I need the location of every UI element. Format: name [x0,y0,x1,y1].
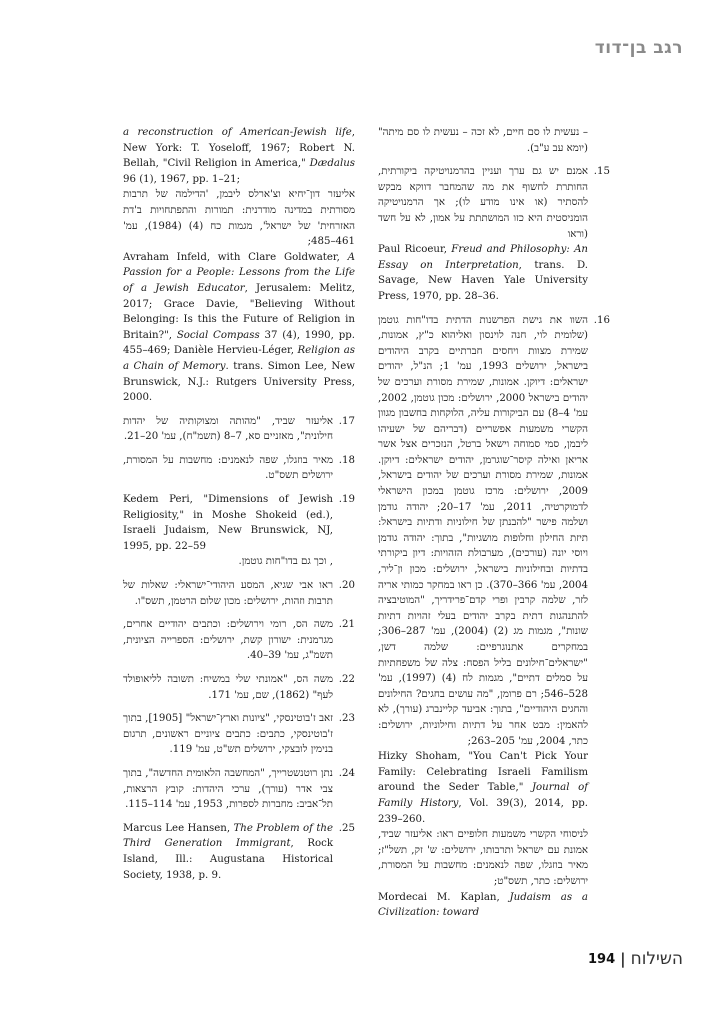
footnote-22 [123,672,355,703]
footnote-text-english: Kedem Peri, "Dimensions of Jewish Religiosity," in Moshe Shokeid (ed.), Israeli Judaism, New Brunswick, NJ, 1995, pp. 22–59 [123,494,333,552]
footnote-body: אליעזר שביד, "מהותה ומצוקותיה של יהדות חילונית", מאזניים סא, 7–8 (תשמ"ח), עמ' 20–21. [123,415,333,443]
footnote-number: 23. [338,713,355,725]
page-number: 194 [588,951,616,967]
running-head-author: רגב בן־דוד [594,38,683,58]
footnote-text-hebrew-2: לניסוחי הקשרי משמעות חלופיים ראו: אליעזר שביד, אמונת עם ישראל ותרבותו, ירושלים: ש' זק, תשל"ז; מאיר בוזגלו, שפה לנאמנים: מחשבות על המסורת, ירושלים: כתר, תשס"ט; [378,829,588,887]
footnote-15 [378,164,610,304]
footnotes-column-right [378,125,610,929]
footnote-text-english-2: Mordecai M. Kaplan, Judaism as a Civilization: toward [378,891,588,919]
footnote-continuation: – נעשית לו סם חיים, לא זכה – נעשית לו סם מיתה" (יומא עב ע"ב). [378,127,588,154]
footer-separator: | [620,950,626,968]
footnote-body [123,492,333,570]
footnote-body [378,164,588,304]
footnote-continuation [123,125,355,406]
footnote-body: משה הס, "אמונתי שלי במשיח: תשובה לליאופולד לעף" (1862), שם, עמ' 171. [123,674,333,701]
footnote-18 [123,453,355,484]
footnote-number: 17. [338,415,355,427]
footnote-body: זאב ז'בוטינסקי, "ציונות וארץ־ישראל" [1905], בתוך ז'בוטינסקי, כתבים: כתבים ציוניים ראשונים, תרגום בנימין לובצקי, ירושלים תש"ט, עמ' 119. [123,713,334,756]
footnote-17 [123,414,355,445]
footnote-number: 20. [338,580,355,592]
footnote-continuation-hebrew: אליעזר דון־יחיא וצ'ארלס ליבמן, 'הדילמה של תרבות מסורתית במדינה מודרנית: תמורות והתפתחויות ב'דת האזרחית' של ישראל', מגמות כח (4) (1984), עמ' 461–485; [123,189,355,248]
footnote-body: משה הס, רומי וירושלים: וכתבים יהודיים אחרים, מגרמנית: ישורון קשת, ירושלים: הספרייה הציונית, תשמ"ג, עמ' 39–40. [123,619,333,662]
footnote-text-english: Paul Ricoeur, Freud and Philosophy: An Essay on Interpretation, trans. D. Savage, New Haven Yale University Press, 1970, pp. 28–36. [378,244,588,302]
footnote-19 [123,492,355,570]
footnote-number: 19. [338,494,355,506]
footnote-continuation-english-2: Avraham Infeld, with Clare Goldwater, A Passion for a People: Lessons from the Life of a Jewish Educator, Jerusalem: Melitz, 2017; Grace Davie, "Believing Without Belonging: Is this the Future of Religion in Britain?", Social Compass 37 (4), 1990, pp. 455–469; Danièle Hervieu-Léger, Religion as a Chain of Memory. trans. Simon Lee, New Brunswick, N.J.: Rutgers University Press, 2000. [123,251,356,404]
footnote-16 [378,313,610,921]
footnote-number: 16. [593,314,610,326]
footnote-21 [123,617,355,664]
footnote-body [123,821,333,883]
footnote-text-hebrew: אמנם יש גם ערך ועניין בהרמנויטיקה ביקורתית, החותרת לחשוף את מה שהמחבר דווקא מבקש להסתיר (או אינו מודע לו); אך הרמנויטיקה הומניסטית היא כזו המושתתת על אמון, לא על חשד (וראו [378,166,588,240]
footnote-number: 21. [338,619,355,631]
footnote-20 [123,578,355,609]
footnote-text-english: Hizky Shoham, "You Can't Pick Your Family: Celebrating Israeli Familism around the Seder Table," Journal of Family History, Vol. 39(3), 2014, pp. 239–260. [378,751,589,825]
footnote-number: 15. [593,166,610,178]
footnote-body [378,313,588,921]
footnote-number: 18. [338,454,355,466]
footnote-body: נתן רוטנשטרייך, "המחשבה הלאומית החדשה", בתוך צבי אדר (עורך), ערכי היהדות: קובץ הרצאות, תל־אביב: מחברות לספרות, 1953, עמ' 114–115. [123,767,333,811]
footnote-text-english: Marcus Lee Hansen, The Problem of the Third Generation Immigrant, Rock Island, Ill.: Augustana Historical Society, 1938, p. 9. [123,822,333,881]
footnote-23 [123,711,355,758]
footnote-continuation-english: a reconstruction of American-Jewish life, New York: T. Yoseloff, 1967; Robert N. Bellah, "Civil Religion in America," Dædalus 96 (1), 1967, pp. 1–21; [123,127,355,185]
footnote-body: ראו אבי שגיא, המסע היהודי־ישראלי: שאלות של תרבות וזהות, ירושלים: מכון שלום הרטמן, תשס"ו. [123,580,333,607]
footnote-text-hebrew: השוו את גישת הפרשנות הדתית בדו"חות גוטמן (שלומית לוי, חנה לוינסון ואליהוא כ"ץ, אמונות, שמירת מצוות ויחסים חברתיים בקרב היהודים בישראל, ירושלים 1993, עמ' 1; הנ"ל, יהודים ישראלים: דיוקן. אמונות, שמירת מסורת וערכים של יהודים בישראל 2000, ירושלים: מכון גוטמן, 2002, עמ' 4–8) עם הביקורות עליה, הלוקחות בחשבון מגוון הקשרי משמעות אפשריים (דבריהם של ישעיהו ליבמן, סמי סמוחה וישאל ברטל, הנזכרים אצל אשר אריאן ואילה קיסר־שוגרמן, יהודים ישראלים: דיוקן. אמונות, שמירת מסורת וערכים של יהודים בישראל, 2009, ירושלים: מרכז גוטמן במכון הישראלי לדמוקרטיה, 2011, עמ' 17–20; יהודה גודמן ושלמה פישר "להבנתן של חילוניות ודתיות בישראל: תיזת החילון וחלופות מושגיות", בתוך: יהודה גודמן ויוסי יונה (עורכים), מערבולת הזהויות: דיון ביקורתי בדתיות ובחילוניות בישראל, ירושלים: מכון ון־ליר, 2004, עמ' 366–370). כן ראו במחקר כמותי אריה לזר, שלמה קרבין ופרי קדם־פרידריך, "המוטיבציה להתנהגות דתית בקרב יהודים בעלי זהויות דתיות שונות", מגמות מג (2) (2004), עמ' 287–306; במחקרים אתנוגרפיים: שלמה דשן, "ישראלים־חילונים בליל הפסח: צלה של משפחתיות על סמלים דתיים", מגמות לח (4) (1997), עמ' 528–546; רם פרומן, "מה עושים בחגים? החילונים והחגים היהודיים", בתוך: אביעד קליינברג (עורך), לא להאמין: מבט אחר על דתיות וחילוניות, ירושלים: כתר, 2004, עמ' 205–263; [378,314,589,747]
footnote-number: 24. [338,767,355,779]
footnote-number: 22. [338,674,355,685]
footnote-body: מאיר בוזגלו, שפה לנאמנים: מחשבות על המסורת, ירושלים תשס"ט. [123,454,333,482]
footnote-number: 25. [338,822,355,834]
footnote-text-hebrew: , וכך גם בדו"חות גוטמן. [238,556,333,568]
page-footer [588,949,683,969]
journal-name: השילוח [630,949,683,969]
footnote-25 [123,821,355,883]
footnotes-column-left [123,125,355,891]
footnote-24 [123,766,355,813]
